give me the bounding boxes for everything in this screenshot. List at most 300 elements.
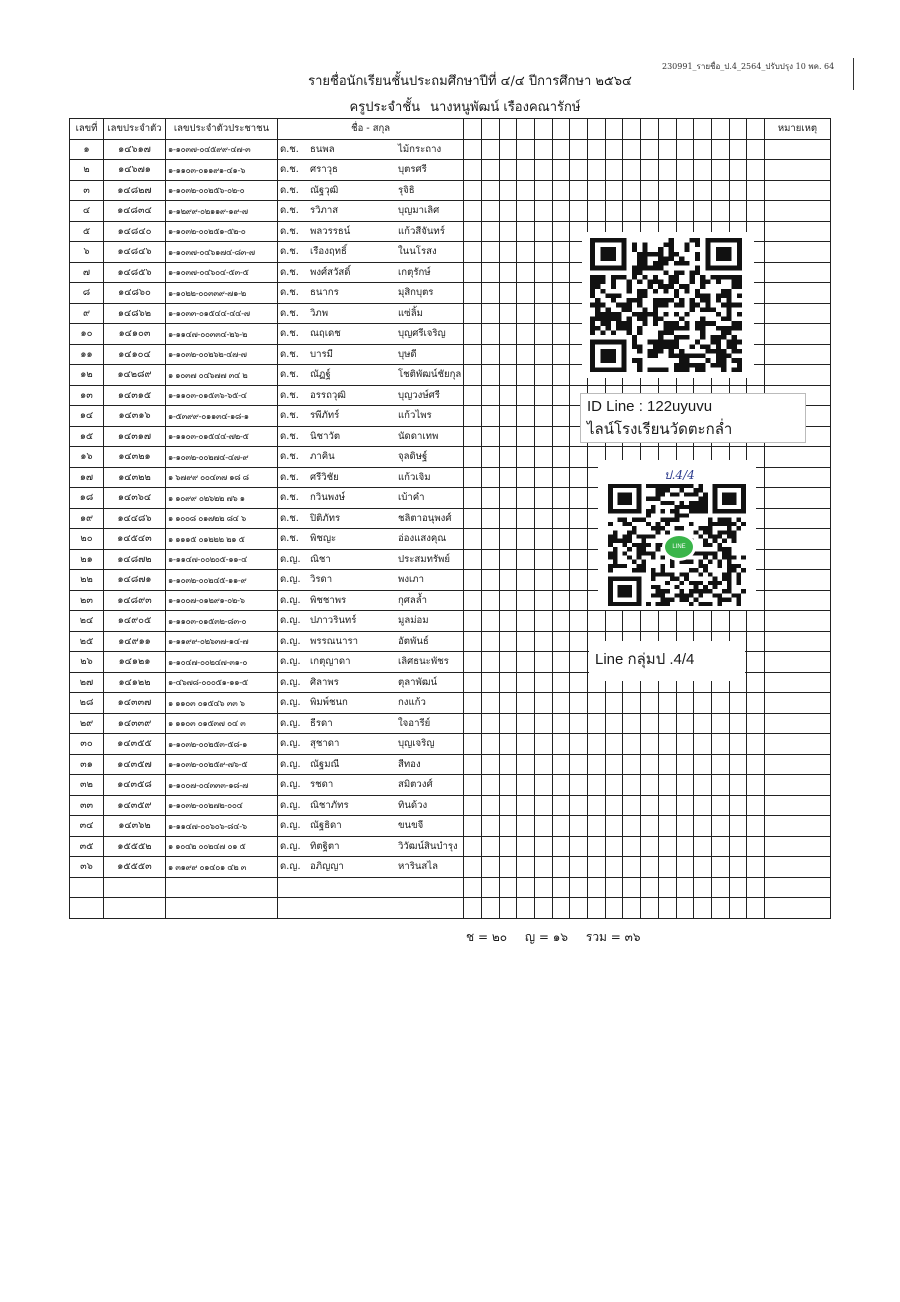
blank-cell bbox=[694, 139, 712, 160]
blank-cell bbox=[517, 836, 535, 857]
remark-cell bbox=[764, 529, 830, 550]
blank-cell bbox=[481, 693, 499, 714]
blank-cell bbox=[552, 467, 570, 488]
empty-row bbox=[70, 877, 831, 898]
blank-cell bbox=[499, 242, 517, 263]
student-name bbox=[278, 406, 464, 427]
blank-cell bbox=[711, 857, 729, 878]
first-name: สุชาดา bbox=[310, 738, 340, 750]
student-name bbox=[278, 201, 464, 222]
blank-cell bbox=[464, 324, 482, 345]
remark-cell bbox=[764, 160, 830, 181]
blank-cell bbox=[641, 180, 659, 201]
blank-cell bbox=[517, 713, 535, 734]
last-name: บุญมาเลิศ bbox=[398, 205, 440, 217]
first-name: ณัฏฐ์ bbox=[310, 369, 331, 381]
remark-cell bbox=[764, 221, 830, 242]
blank-cell bbox=[499, 344, 517, 365]
blank-cell bbox=[535, 344, 553, 365]
blank-cell bbox=[552, 836, 570, 857]
blank-cell bbox=[278, 877, 464, 898]
blank-cell bbox=[711, 713, 729, 734]
student-id: ๑๕๕๕๓ bbox=[104, 857, 166, 878]
blank-cell bbox=[517, 693, 535, 714]
blank-cell bbox=[499, 570, 517, 591]
blank-cell bbox=[499, 529, 517, 550]
blank-cell bbox=[747, 631, 765, 652]
blank-cell bbox=[570, 713, 588, 734]
first-name: รวิภาส bbox=[310, 205, 339, 217]
blank-cell bbox=[70, 898, 104, 919]
last-name: บุษดี bbox=[398, 348, 417, 360]
row-number: ๓๓ bbox=[70, 795, 104, 816]
name-prefix: ด.ญ. bbox=[280, 635, 301, 647]
student-id: ๑๔๘๗๒ bbox=[104, 549, 166, 570]
blank-cell bbox=[499, 508, 517, 529]
blank-cell bbox=[517, 754, 535, 775]
blank-cell bbox=[535, 160, 553, 181]
blank-cell bbox=[481, 160, 499, 181]
blank-cell bbox=[676, 836, 694, 857]
name-prefix: ด.ญ. bbox=[280, 574, 301, 586]
blank-cell bbox=[694, 754, 712, 775]
blank-cell bbox=[535, 242, 553, 263]
first-name: วิภพ bbox=[310, 307, 329, 319]
blank-cell bbox=[658, 816, 676, 837]
blank-cell bbox=[676, 201, 694, 222]
first-name: ณัฐวุฒิ bbox=[310, 184, 339, 196]
blank-cell bbox=[694, 877, 712, 898]
row-number: ๒๖ bbox=[70, 652, 104, 673]
blank-cell bbox=[481, 713, 499, 734]
citizen-id: ๑-๑๐๓๒-๐๐๒๕๙-๗๖-๕ bbox=[166, 754, 278, 775]
blank-cell bbox=[570, 631, 588, 652]
citizen-id: ๑-๑๐๓๒-๐๐๒๖๒-๔๗-๗ bbox=[166, 344, 278, 365]
student-name bbox=[278, 488, 464, 509]
citizen-id: ๑-๑๐๓๒-๐๐๒๗๔-๔๗-๙ bbox=[166, 447, 278, 468]
blank-cell bbox=[570, 549, 588, 570]
blank-cell bbox=[499, 590, 517, 611]
first-name: ศิลาพร bbox=[310, 676, 339, 688]
blank-cell bbox=[517, 262, 535, 283]
blank-cell bbox=[517, 877, 535, 898]
blank-cell bbox=[499, 652, 517, 673]
blank-cell bbox=[623, 734, 641, 755]
first-name: วิรดา bbox=[310, 574, 333, 586]
blank-cell bbox=[570, 508, 588, 529]
blank-cell bbox=[623, 611, 641, 632]
name-prefix: ด.ช. bbox=[280, 205, 299, 217]
row-number: ๑๗ bbox=[70, 467, 104, 488]
blank-cell bbox=[570, 672, 588, 693]
name-prefix: ด.ช. bbox=[280, 266, 299, 278]
blank-cell bbox=[747, 201, 765, 222]
remark-cell bbox=[764, 324, 830, 345]
blank-cell bbox=[464, 898, 482, 919]
first-name: ปิติภัทร bbox=[310, 512, 341, 524]
blank-cell bbox=[481, 611, 499, 632]
first-name: นิชาวัต bbox=[310, 430, 341, 442]
blank-cell bbox=[464, 221, 482, 242]
blank-cell bbox=[552, 447, 570, 468]
remark-cell bbox=[764, 201, 830, 222]
citizen-id: ๑ ๖๗๙๙ ๐๐๔๓๗ ๑๘ ๘ bbox=[166, 467, 278, 488]
blank-cell bbox=[517, 201, 535, 222]
blank-cell bbox=[464, 488, 482, 509]
blank-cell bbox=[535, 303, 553, 324]
first-name: บารมี bbox=[310, 348, 333, 360]
blank-cell bbox=[711, 795, 729, 816]
blank-cell bbox=[499, 611, 517, 632]
blank-cell bbox=[464, 693, 482, 714]
blank-cell bbox=[464, 406, 482, 427]
name-prefix: ด.ช. bbox=[280, 348, 299, 360]
blank-cell bbox=[641, 611, 659, 632]
blank-cell bbox=[481, 898, 499, 919]
citizen-id: ๑-๑๐๓๗-๐๔๖๑๗๔-๘๓-๗ bbox=[166, 242, 278, 263]
blank-cell bbox=[658, 734, 676, 755]
name-prefix: ด.ญ. bbox=[280, 779, 301, 791]
blank-cell bbox=[552, 303, 570, 324]
totals-line bbox=[466, 928, 654, 947]
blank-cell bbox=[552, 385, 570, 406]
name-prefix: ด.ช. bbox=[280, 369, 299, 381]
blank-cell bbox=[588, 816, 606, 837]
blank-cell bbox=[535, 529, 553, 550]
blank-cell bbox=[747, 795, 765, 816]
student-name bbox=[278, 324, 464, 345]
blank-cell bbox=[764, 877, 830, 898]
table-header-row bbox=[70, 119, 831, 140]
teacher-label: ครูประจำชั้น bbox=[349, 100, 421, 115]
header-blank-cell bbox=[481, 119, 499, 140]
header-name: ชื่อ - สกุล bbox=[278, 119, 464, 140]
blank-cell bbox=[605, 877, 623, 898]
blank-cell bbox=[552, 816, 570, 837]
blank-cell bbox=[481, 816, 499, 837]
blank-cell bbox=[481, 652, 499, 673]
student-name bbox=[278, 713, 464, 734]
blank-cell bbox=[658, 877, 676, 898]
first-name: ทิตฐิตา bbox=[310, 840, 340, 852]
blank-cell bbox=[464, 160, 482, 181]
blank-cell bbox=[464, 672, 482, 693]
blank-cell bbox=[535, 365, 553, 386]
blank-cell bbox=[747, 734, 765, 755]
blank-cell bbox=[481, 775, 499, 796]
blank-cell bbox=[552, 713, 570, 734]
student-id: ๑๔๒๘๙ bbox=[104, 365, 166, 386]
blank-cell bbox=[464, 262, 482, 283]
blank-cell bbox=[658, 611, 676, 632]
blank-cell bbox=[605, 816, 623, 837]
blank-cell bbox=[552, 898, 570, 919]
last-name: โชติพัฒน์ชัยกุล bbox=[398, 369, 462, 381]
blank-cell bbox=[535, 877, 553, 898]
blank-cell bbox=[517, 549, 535, 570]
blank-cell bbox=[499, 426, 517, 447]
blank-cell bbox=[588, 898, 606, 919]
row-number: ๗ bbox=[70, 262, 104, 283]
row-number: ๓ bbox=[70, 180, 104, 201]
remark-cell bbox=[764, 816, 830, 837]
header-blank-cell bbox=[729, 119, 747, 140]
last-name: วิวัฒน์สินบำรุง bbox=[398, 840, 458, 852]
blank-cell bbox=[535, 467, 553, 488]
remark-cell bbox=[764, 283, 830, 304]
first-name: พิมพ์ชนก bbox=[310, 697, 348, 709]
blank-cell bbox=[747, 754, 765, 775]
blank-cell bbox=[481, 467, 499, 488]
blank-cell bbox=[481, 529, 499, 550]
blank-cell bbox=[552, 283, 570, 304]
blank-cell bbox=[623, 139, 641, 160]
blank-cell bbox=[535, 672, 553, 693]
blank-cell bbox=[711, 693, 729, 714]
blank-cell bbox=[535, 713, 553, 734]
remark-cell bbox=[764, 488, 830, 509]
blank-cell bbox=[481, 508, 499, 529]
blank-cell bbox=[747, 652, 765, 673]
blank-cell bbox=[517, 857, 535, 878]
last-name: นัดดาเทพ bbox=[398, 430, 439, 442]
last-name: แซ่ลิ้ม bbox=[398, 307, 423, 319]
blank-cell bbox=[166, 898, 278, 919]
blank-cell bbox=[517, 672, 535, 693]
blank-cell bbox=[658, 795, 676, 816]
citizen-id: ๑-๑๐๓๗-๐๔๕๙๙-๔๗-๓ bbox=[166, 139, 278, 160]
header-blank-cell bbox=[711, 119, 729, 140]
blank-cell bbox=[658, 857, 676, 878]
blank-cell bbox=[464, 303, 482, 324]
blank-cell bbox=[464, 467, 482, 488]
blank-cell bbox=[464, 385, 482, 406]
student-name bbox=[278, 795, 464, 816]
blank-cell bbox=[747, 180, 765, 201]
blank-cell bbox=[641, 754, 659, 775]
student-name bbox=[278, 590, 464, 611]
name-prefix: ด.ญ. bbox=[280, 861, 301, 873]
blank-cell bbox=[464, 631, 482, 652]
blank-cell bbox=[588, 611, 606, 632]
blank-cell bbox=[552, 795, 570, 816]
student-id: ๑๔๖๗๑ bbox=[104, 160, 166, 181]
blank-cell bbox=[552, 754, 570, 775]
header-blank-cell bbox=[623, 119, 641, 140]
student-name bbox=[278, 467, 464, 488]
blank-cell bbox=[747, 816, 765, 837]
first-name: ธนพล bbox=[310, 143, 335, 155]
row-number: ๑๓ bbox=[70, 385, 104, 406]
header-blank-cell bbox=[552, 119, 570, 140]
blank-cell bbox=[517, 344, 535, 365]
blank-cell bbox=[481, 631, 499, 652]
blank-cell bbox=[623, 836, 641, 857]
row-number: ๒๔ bbox=[70, 611, 104, 632]
blank-cell bbox=[535, 221, 553, 242]
blank-cell bbox=[535, 426, 553, 447]
blank-cell bbox=[552, 734, 570, 755]
blank-cell bbox=[694, 201, 712, 222]
blank-cell bbox=[588, 201, 606, 222]
blank-cell bbox=[499, 672, 517, 693]
blank-cell bbox=[535, 590, 553, 611]
blank-cell bbox=[623, 713, 641, 734]
blank-cell bbox=[588, 734, 606, 755]
student-name bbox=[278, 221, 464, 242]
blank-cell bbox=[481, 262, 499, 283]
student-name bbox=[278, 160, 464, 181]
line-id-text: ID Line : 122uyuvu bbox=[587, 398, 713, 415]
blank-cell bbox=[535, 549, 553, 570]
student-name bbox=[278, 303, 464, 324]
blank-cell bbox=[694, 836, 712, 857]
citizen-id: ๑-๑๑๐๓-๐๑๕๔๔-๗๒-๕ bbox=[166, 426, 278, 447]
last-name: ตุลาพัฒน์ bbox=[398, 676, 438, 688]
blank-cell bbox=[605, 795, 623, 816]
blank-cell bbox=[552, 590, 570, 611]
blank-cell bbox=[570, 836, 588, 857]
student-id: ๑๔๓๓๗ bbox=[104, 693, 166, 714]
blank-cell bbox=[464, 836, 482, 857]
table-row bbox=[70, 611, 831, 632]
blank-cell bbox=[481, 877, 499, 898]
blank-cell bbox=[605, 201, 623, 222]
header-blank-cell bbox=[570, 119, 588, 140]
blank-cell bbox=[104, 898, 166, 919]
first-name: เกตุญาดา bbox=[310, 656, 351, 668]
name-prefix: ด.ญ. bbox=[280, 758, 301, 770]
remark-cell bbox=[764, 139, 830, 160]
blank-cell bbox=[676, 816, 694, 837]
blank-cell bbox=[481, 365, 499, 386]
blank-cell bbox=[747, 672, 765, 693]
student-name bbox=[278, 139, 464, 160]
blank-cell bbox=[764, 898, 830, 919]
first-name: ธนากร bbox=[310, 287, 339, 299]
blank-cell bbox=[166, 877, 278, 898]
blank-cell bbox=[658, 139, 676, 160]
blank-cell bbox=[535, 734, 553, 755]
student-name bbox=[278, 529, 464, 550]
blank-cell bbox=[711, 816, 729, 837]
remark-cell bbox=[764, 795, 830, 816]
name-prefix: ด.ญ. bbox=[280, 738, 301, 750]
blank-cell bbox=[552, 488, 570, 509]
blank-cell bbox=[658, 160, 676, 181]
name-prefix: ด.ช. bbox=[280, 328, 299, 340]
student-name bbox=[278, 734, 464, 755]
name-prefix: ด.ญ. bbox=[280, 656, 301, 668]
row-number: ๑ bbox=[70, 139, 104, 160]
blank-cell bbox=[623, 160, 641, 181]
last-name: แก้วไพร bbox=[398, 410, 432, 422]
citizen-id: ๑-๑๐๓๒-๐๐๒๕๑-๕๒-๐ bbox=[166, 221, 278, 242]
first-name: ศราวุธ bbox=[310, 164, 338, 176]
blank-cell bbox=[711, 139, 729, 160]
citizen-id: ๑-๑๒๙๙-๐๒๑๑๙-๑๙-๗ bbox=[166, 201, 278, 222]
remark-cell bbox=[764, 508, 830, 529]
line-logo-icon: LINE bbox=[662, 533, 696, 561]
student-id: ๑๔๙๑๑ bbox=[104, 631, 166, 652]
margin-line bbox=[853, 58, 854, 90]
blank-cell bbox=[517, 180, 535, 201]
name-prefix: ด.ช. bbox=[280, 451, 299, 463]
blank-cell bbox=[535, 795, 553, 816]
blank-cell bbox=[552, 877, 570, 898]
blank-cell bbox=[694, 160, 712, 181]
blank-cell bbox=[729, 734, 747, 755]
blank-cell bbox=[605, 734, 623, 755]
student-id: ๑๔๑๐๓ bbox=[104, 324, 166, 345]
blank-cell bbox=[605, 693, 623, 714]
blank-cell bbox=[552, 857, 570, 878]
blank-cell bbox=[517, 816, 535, 837]
student-id: ๑๔๓๕๙ bbox=[104, 795, 166, 816]
student-id: ๑๔๘๔๖ bbox=[104, 242, 166, 263]
student-name bbox=[278, 365, 464, 386]
citizen-id: ๑-๑๑๔๗-๐๐๒๐๕-๑๑-๔ bbox=[166, 549, 278, 570]
citizen-id: ๑-๑๐๓๒-๐๐๒๗๒-๐๐๔ bbox=[166, 795, 278, 816]
blank-cell bbox=[481, 857, 499, 878]
last-name: จุลดิษฐ์ bbox=[398, 451, 428, 463]
blank-cell bbox=[641, 139, 659, 160]
remark-cell bbox=[764, 693, 830, 714]
name-prefix: ด.ช. bbox=[280, 430, 299, 442]
student-name bbox=[278, 611, 464, 632]
blank-cell bbox=[729, 877, 747, 898]
student-name bbox=[278, 262, 464, 283]
blank-cell bbox=[641, 775, 659, 796]
blank-cell bbox=[658, 693, 676, 714]
file-stamp: 230991_รายชื่อ_ป.4_2564_ปรับปรุง 10 พค. 64 bbox=[662, 62, 835, 71]
blank-cell bbox=[517, 611, 535, 632]
blank-cell bbox=[676, 795, 694, 816]
blank-cell bbox=[499, 488, 517, 509]
name-prefix: ด.ญ. bbox=[280, 676, 301, 688]
name-prefix: ด.ช. bbox=[280, 512, 299, 524]
remark-cell bbox=[764, 467, 830, 488]
blank-cell bbox=[694, 693, 712, 714]
blank-cell bbox=[552, 652, 570, 673]
blank-cell bbox=[535, 385, 553, 406]
blank-cell bbox=[499, 754, 517, 775]
row-number: ๓๕ bbox=[70, 836, 104, 857]
blank-cell bbox=[605, 180, 623, 201]
blank-cell bbox=[517, 221, 535, 242]
last-name: กุศลล้ำ bbox=[398, 594, 428, 606]
row-number: ๑๖ bbox=[70, 447, 104, 468]
student-id: ๑๔๘๗๑ bbox=[104, 570, 166, 591]
blank-cell bbox=[499, 734, 517, 755]
blank-cell bbox=[729, 775, 747, 796]
blank-cell bbox=[588, 754, 606, 775]
blank-cell bbox=[499, 631, 517, 652]
blank-cell bbox=[552, 344, 570, 365]
blank-cell bbox=[552, 406, 570, 427]
blank-cell bbox=[623, 857, 641, 878]
header-blank-cell bbox=[464, 119, 482, 140]
row-number: ๒๑ bbox=[70, 549, 104, 570]
blank-cell bbox=[499, 385, 517, 406]
blank-cell bbox=[481, 406, 499, 427]
blank-cell bbox=[588, 180, 606, 201]
blank-cell bbox=[535, 631, 553, 652]
blank-cell bbox=[711, 775, 729, 796]
blank-cell bbox=[641, 898, 659, 919]
blank-cell bbox=[499, 283, 517, 304]
blank-cell bbox=[676, 734, 694, 755]
